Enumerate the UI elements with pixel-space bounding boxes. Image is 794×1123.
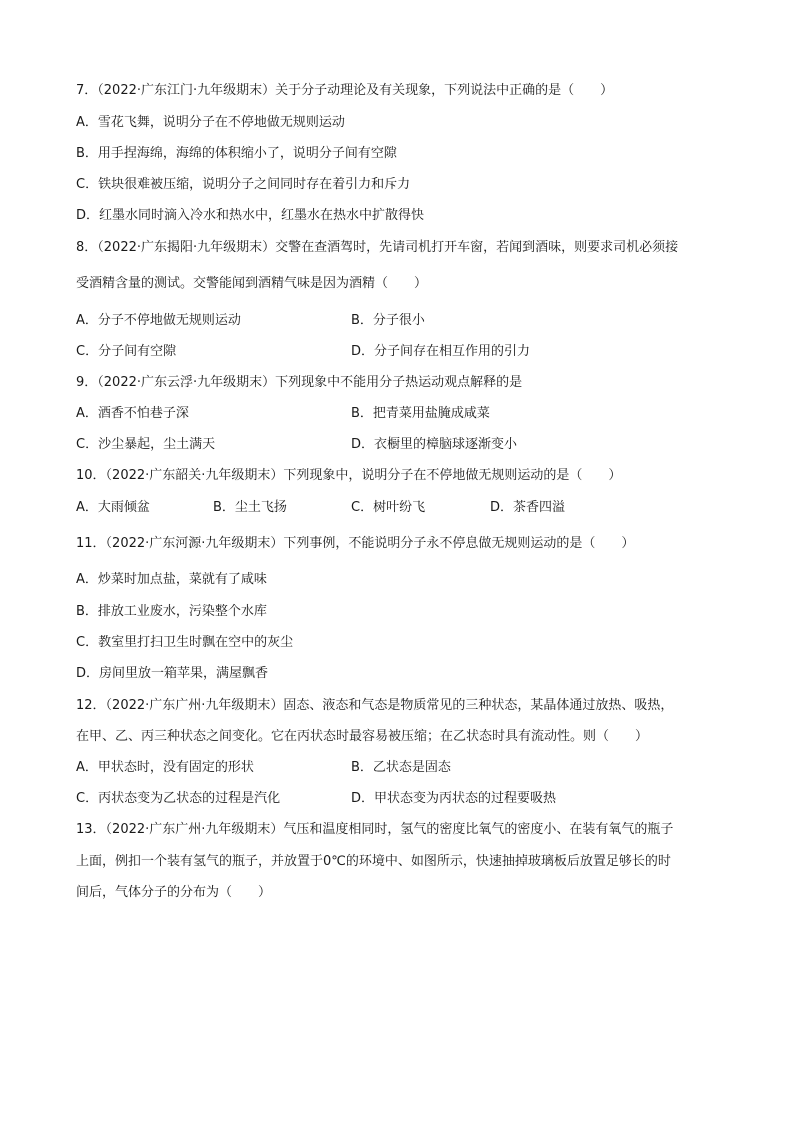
question-stem: 7．（2022·广东江门·九年级期末）关于分子动理论及有关现象，下列说法中正确的是（ ） bbox=[76, 83, 614, 98]
option-a: A．分子不停地做无规则运动 bbox=[76, 313, 241, 328]
option-c: C．树叶纷飞 bbox=[351, 500, 426, 515]
option-a: A．大雨倾盆 bbox=[76, 500, 150, 515]
option-a: A．甲状态时，没有固定的形状 bbox=[76, 760, 254, 775]
option-d: D．衣橱里的樟脑球逐渐变小 bbox=[351, 437, 518, 452]
question-stem-line-1: 13．（2022·广东广州·九年级期末）气压和温度相同时，氢气的密度比氧气的密度小、在装有氧气的瓶子 bbox=[76, 822, 674, 837]
question-stem: 11．（2022·广东河源·九年级期末）下列事例，不能说明分子永不停息做无规则运动的是（ ） bbox=[76, 536, 635, 551]
option-c: C．丙状态变为乙状态的过程是汽化 bbox=[76, 791, 281, 806]
question-stem-line-1: 12．（2022·广东广州·九年级期末）固态、液态和气态是物质常见的三种状态，某晶体通过放热、吸热， bbox=[76, 698, 674, 713]
question-stem-line-1: 8．（2022·广东揭阳·九年级期末）交警在查酒驾时，先请司机打开车窗，若闻到酒味，则要求司机必须接 bbox=[76, 240, 679, 255]
question-stem-line-2: 在甲、乙、丙三种状态之间变化。它在丙状态时最容易被压缩；在乙状态时具有流动性。则（ ） bbox=[76, 729, 649, 744]
question-stem-line-2: 受酒精含量的测试。交警能闻到酒精气味是因为酒精（ ） bbox=[76, 276, 428, 291]
option-d: D．分子间存在相互作用的引力 bbox=[351, 344, 531, 359]
question-stem: 10．（2022·广东韶关·九年级期末）下列现象中，说明分子在不停地做无规则运动的是（ ） bbox=[76, 468, 622, 483]
option-d: D．茶香四溢 bbox=[490, 500, 566, 515]
option-c: C．铁块很难被压缩，说明分子之间同时存在着引力和斥力 bbox=[76, 177, 411, 192]
option-b: B．排放工业废水，污染整个水库 bbox=[76, 604, 267, 619]
option-d: D．红墨水同时滴入冷水和热水中，红墨水在热水中扩散得快 bbox=[76, 208, 425, 223]
option-d: D．房间里放一箱苹果，满屋飘香 bbox=[76, 666, 269, 681]
option-c: C．教室里打扫卫生时飘在空中的灰尘 bbox=[76, 635, 294, 650]
option-b: B．分子很小 bbox=[351, 313, 425, 328]
option-b: B．用手捏海绵，海绵的体积缩小了，说明分子间有空隙 bbox=[76, 146, 397, 161]
question-stem: 9．（2022·广东云浮·九年级期末）下列现象中不能用分子热运动观点解释的是 bbox=[76, 375, 523, 390]
option-a: A．炒菜时加点盐，菜就有了咸味 bbox=[76, 572, 267, 587]
question-stem-line-2: 上面，例扣一个装有氢气的瓶子，并放置于0℃的环境中、如图所示，快速抽掉玻璃板后放置足够长的时 bbox=[76, 854, 671, 869]
option-a: A．酒香不怕巷子深 bbox=[76, 406, 189, 421]
option-b: B．尘土飞扬 bbox=[213, 500, 287, 515]
option-a: A．雪花飞舞，说明分子在不停地做无规则运动 bbox=[76, 115, 345, 130]
option-d: D．甲状态变为丙状态的过程要吸热 bbox=[351, 791, 557, 806]
option-c: C．沙尘暴起，尘土满天 bbox=[76, 437, 216, 452]
option-c: C．分子间有空隙 bbox=[76, 344, 177, 359]
question-stem-line-3: 间后，气体分子的分布为（ ） bbox=[76, 885, 272, 900]
option-b: B．乙状态是固态 bbox=[351, 760, 451, 775]
option-b: B．把青菜用盐腌成咸菜 bbox=[351, 406, 490, 421]
